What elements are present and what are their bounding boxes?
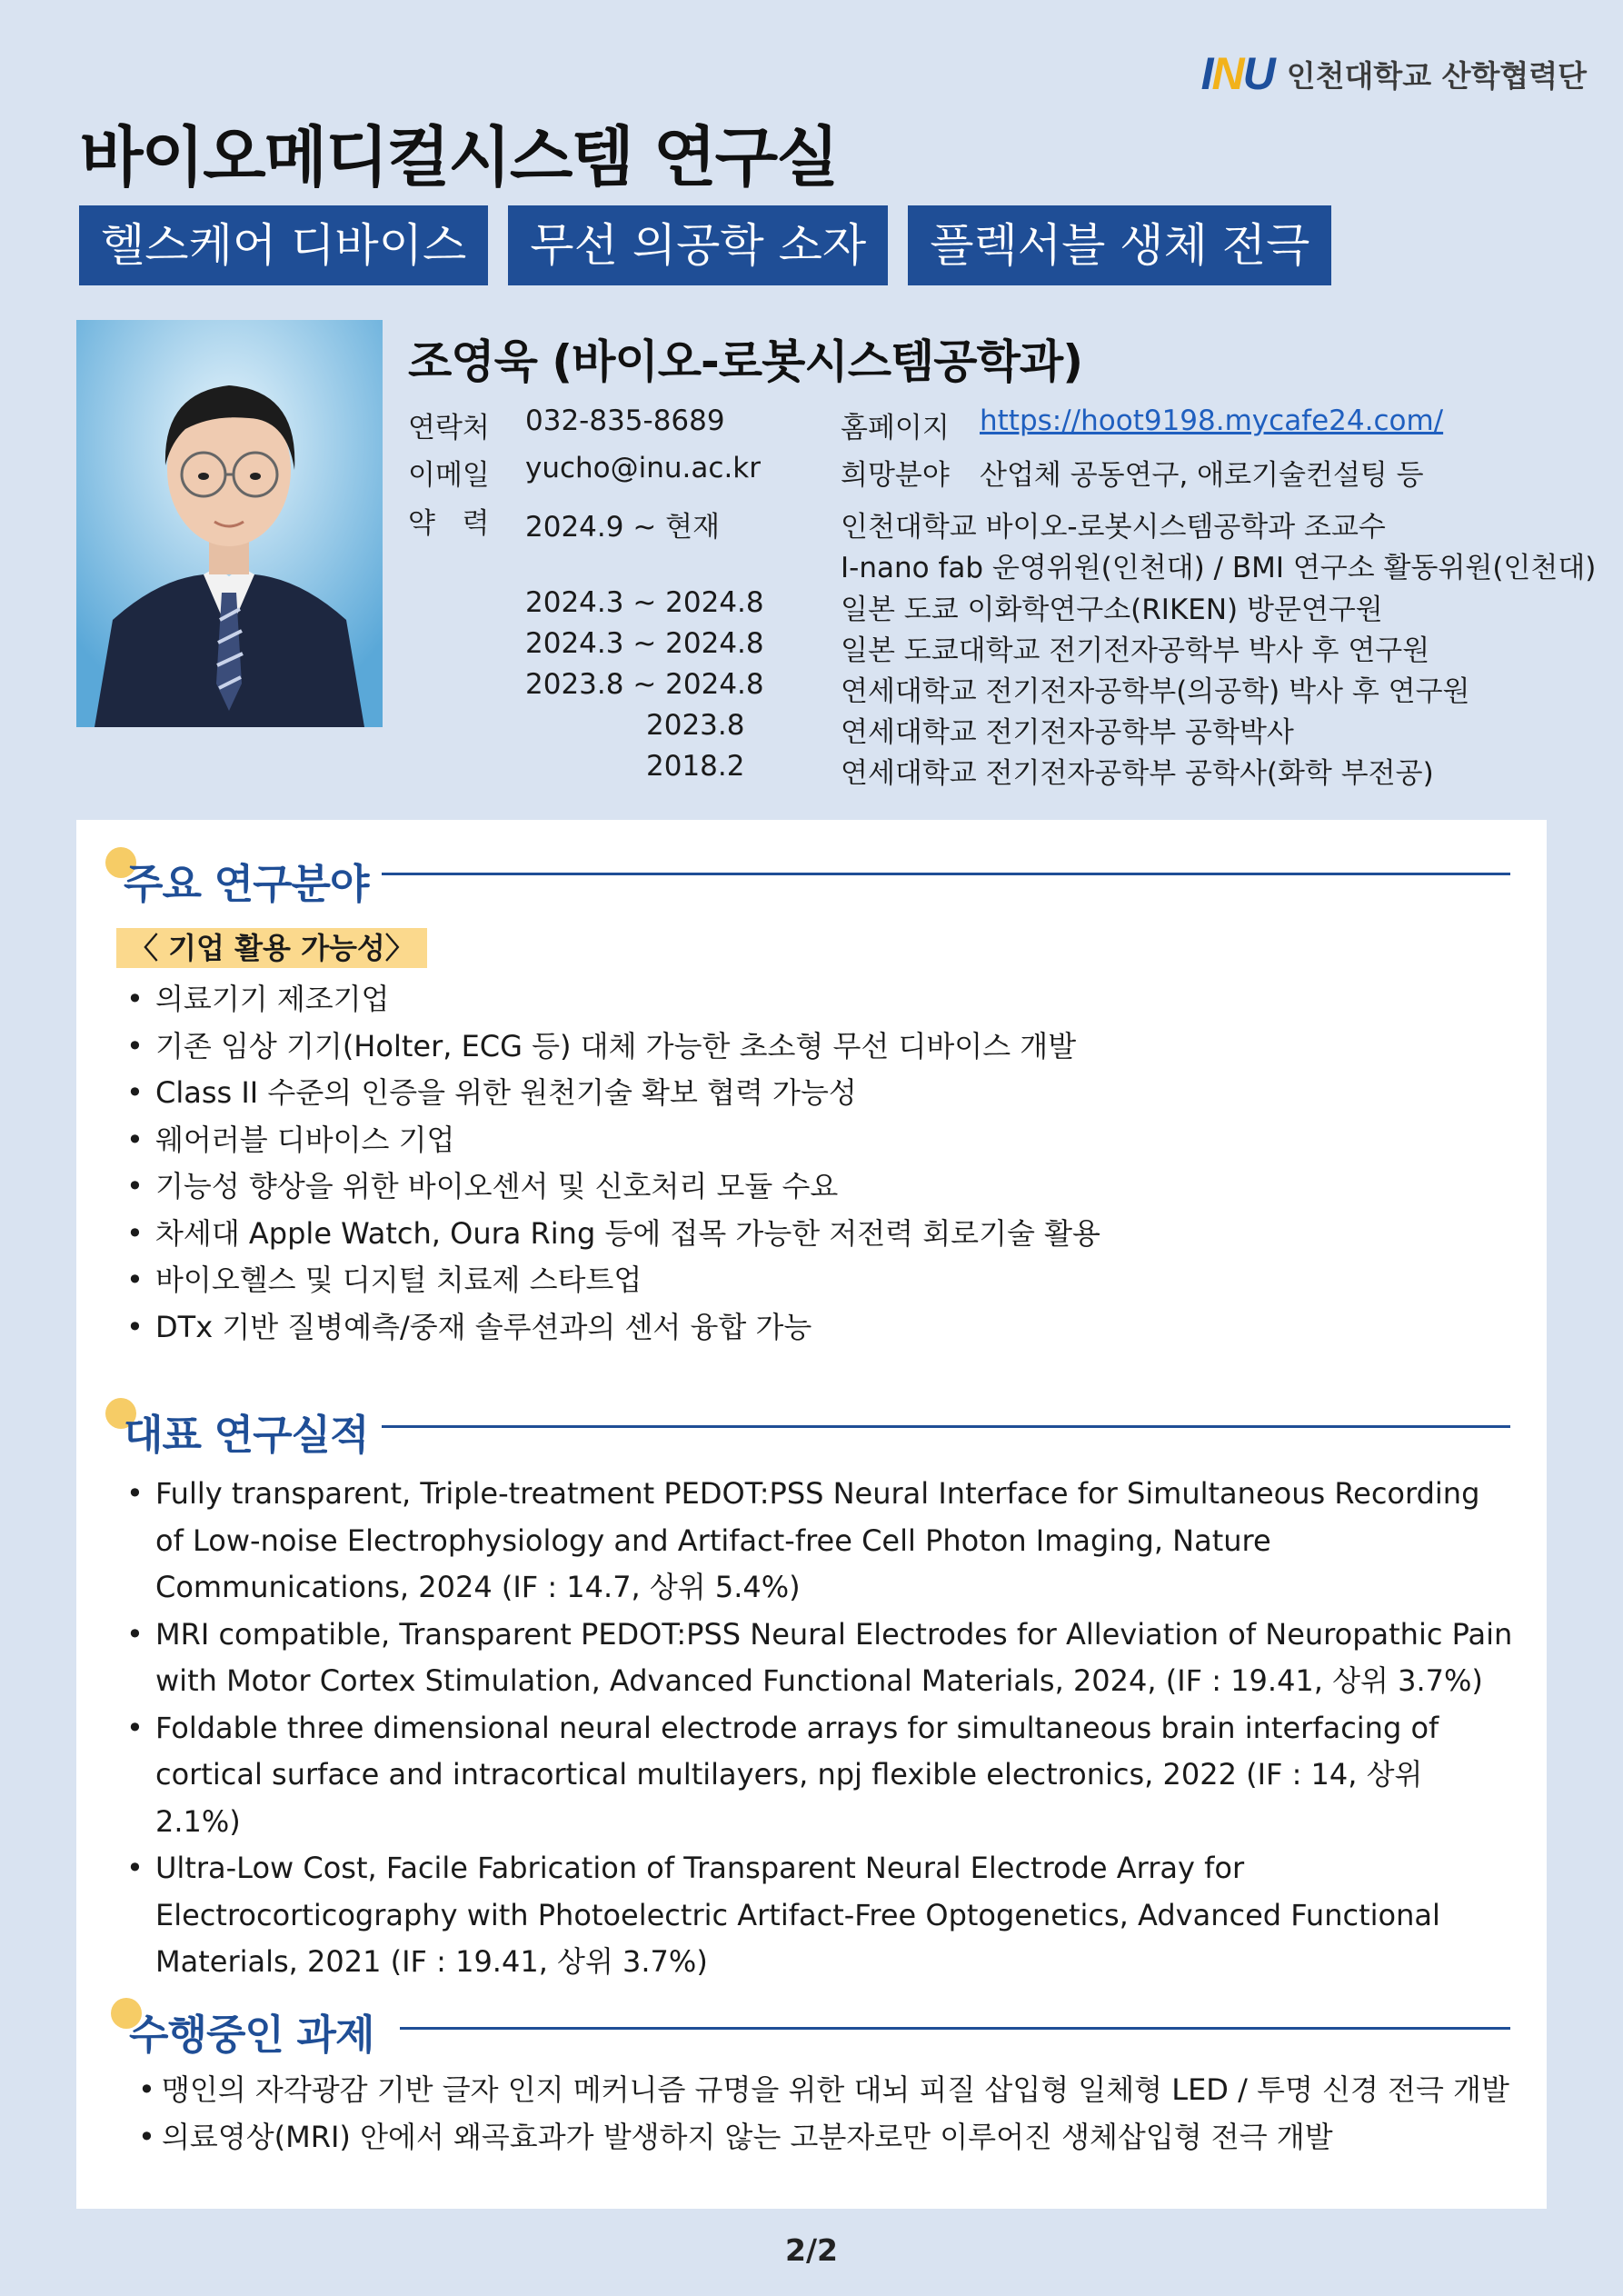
list-item: • 차세대 Apple Watch, Oura Ring 등에 접목 가능한 저전력 회로기술 활용 (126, 1211, 1100, 1258)
section-divider (400, 2027, 1510, 2030)
contact-label: 연락처 (408, 412, 490, 444)
list-item: • 의료기기 제조기업 (126, 976, 1100, 1023)
logo (1201, 47, 1587, 100)
research-section-header (76, 847, 1547, 908)
career-desc: 연세대학교 전기전자공학부 공학박사 (841, 716, 1294, 749)
interest-value: 산업체 공동연구, 애로기술컨설팅 등 (980, 459, 1424, 492)
career-desc: 인천대학교 바이오-로봇시스템공학과 조교수 (841, 511, 1386, 544)
list-item: • 기존 임상 기기(Holter, ECG 등) 대체 가능한 초소형 무선 디바이스 개발 (126, 1023, 1100, 1071)
career-period: 2023.8 ~ 2024.8 (525, 668, 764, 701)
list-item: • MRI compatible, Transparent PEDOT:PSS Neural Electrodes for Alleviation of Neuropathic Pain with Motor Cortex Stimulation, Advanced Functional Materials, 2024, (IF : 19.41, 상위 3.7%) (126, 1612, 1517, 1705)
page-title: 바이오메디컬시스템 연구실 (80, 119, 838, 195)
email-address: yucho@inu.ac.kr (525, 452, 762, 484)
list-item: • 의료영상(MRI) 안에서 왜곡효과가 발생하지 않는 고분자로만 이루어진 생체삽입형 전극 개발 (138, 2114, 1519, 2161)
person-name: 조영욱 (바이오-로봇시스템공학과) (408, 335, 1083, 388)
section-divider (382, 1425, 1510, 1428)
contact-phone: 032-835-8689 (525, 404, 725, 437)
tag-flexible-electrode: 플렉서블 생체 전극 (908, 205, 1331, 285)
career-period: 2018.2 (646, 750, 745, 783)
email-label: 이메일 (408, 459, 490, 492)
content-card (76, 820, 1547, 2209)
achievements-section-title: 대표 연구실적 (124, 1411, 369, 1459)
career-period: 2023.8 (646, 709, 745, 742)
achievements-list (126, 1471, 1517, 1986)
career-desc: 연세대학교 전기전자공학부 공학사(화학 부전공) (841, 757, 1434, 790)
section-divider (382, 873, 1510, 875)
list-item: • Class II 수준의 인증을 위한 원천기술 확보 협력 가능성 (126, 1070, 1100, 1117)
profile-photo (76, 320, 383, 727)
list-item: • 바이오헬스 및 디지털 치료제 스타트업 (126, 1257, 1100, 1304)
list-item: • DTx 기반 질병예측/중재 솔루션과의 센서 융합 가능 (126, 1304, 1100, 1352)
career-label: 약 력 (408, 507, 490, 540)
achievements-section-header (76, 1398, 1547, 1459)
research-list (126, 976, 1100, 1351)
research-section-title: 주요 연구분야 (124, 860, 369, 908)
career-period: 2024.9 ~ 현재 (525, 511, 721, 544)
career-period: 2024.3 ~ 2024.8 (525, 586, 764, 619)
person-portrait-icon (76, 320, 383, 727)
career-desc: 일본 도쿄 이화학연구소(RIKEN) 방문연구원 (841, 594, 1383, 626)
interest-label: 희망분야 (841, 459, 950, 492)
homepage-label: 홈페이지 (841, 412, 950, 444)
list-item: • 기능성 향상을 위한 바이오센서 및 신호처리 모듈 수요 (126, 1163, 1100, 1211)
list-item: • 웨어러블 디바이스 기업 (126, 1117, 1100, 1164)
list-item: • 맹인의 자각광감 기반 글자 인지 메커니즘 규명을 위한 대뇌 피질 삽입형 일체형 LED / 투명 신경 전극 개발 (138, 2067, 1519, 2114)
tag-healthcare-device: 헬스케어 디바이스 (79, 205, 488, 285)
tag-wireless-biomedical: 무선 의공학 소자 (508, 205, 888, 285)
career-period: 2024.3 ~ 2024.8 (525, 627, 764, 660)
projects-section-title: 수행중인 과제 (129, 2011, 374, 2059)
list-item: • Fully transparent, Triple-treatment PEDOT:PSS Neural Interface for Simultaneous Recording of Low-noise Electrophysiology and Artifact-free Cell Photon Imaging, Nature Communications, 2024 (IF : 14.7, 상위 5.4%) (126, 1471, 1517, 1612)
list-item: • Ultra-Low Cost, Facile Fabrication of Transparent Neural Electrode Array for Electrocorticography with Photoelectric Artifact-Free Optogenetics, Advanced Functional Materials, 2021 (IF : 19.41, 상위 3.7%) (126, 1845, 1517, 1986)
career-desc: I-nano fab 운영위원(인천대) / BMI 연구소 활동위원(인천대) (841, 552, 1597, 584)
list-item: • Foldable three dimensional neural electrode arrays for simultaneous brain interfacing of cortical surface and intracortical multilayers, npj flexible electronics, 2022 (IF : 14, 상위 2.1%) (126, 1705, 1517, 1846)
homepage-link[interactable]: https://hoot9198.mycafe24.com/ (980, 404, 1444, 437)
career-desc: 일본 도쿄대학교 전기전자공학부 박사 후 연구원 (841, 634, 1430, 667)
career-desc: 연세대학교 전기전자공학부(의공학) 박사 후 연구원 (841, 675, 1470, 708)
logo-text: 인천대학교 산학협력단 (1286, 57, 1587, 94)
projects-list (138, 2067, 1519, 2161)
projects-section-header (76, 1998, 1547, 2059)
page-number: 2/2 (785, 2232, 838, 2268)
research-subtitle-badge: 〈 기업 활용 가능성〉 (116, 928, 427, 968)
inu-logo-icon: INU (1200, 48, 1274, 99)
keyword-tags (79, 205, 1331, 285)
